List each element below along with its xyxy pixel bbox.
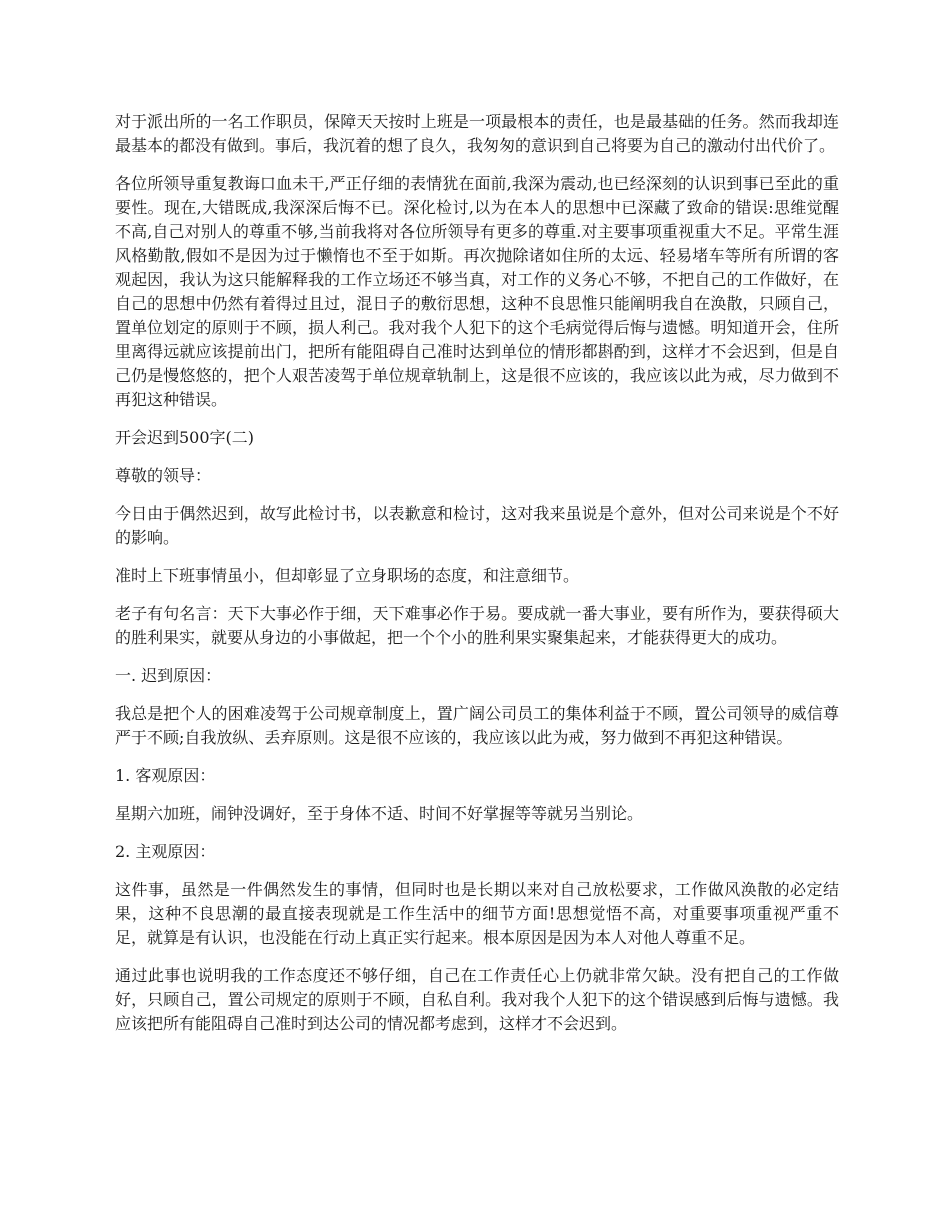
paragraph-reasons: 我总是把个人的困难凌驾于公司规章制度上，置广阔公司员工的集体利益于不顾，置公司领导的威信尊严于不顾;自我放纵、丢弃原则。这是很不应该的，我应该以此为戒，努力做到不再犯这种错误。 — [115, 704, 839, 747]
salutation: 尊敬的领导： — [115, 466, 212, 485]
heading-reasons: 一. 迟到原因： — [115, 666, 222, 685]
paragraph-intro: 对于派出所的一名工作职员，保障天天按时上班是一项最根本的责任，也是最基础的任务。然而我却连最基本的都没有做到。事后，我沉着的想了良久，我匆匆的意识到自己将要为自己的激动付出代价了。 — [115, 112, 839, 155]
paragraph-reflection: 各位所领导重复教诲口血未干,严正仔细的表情犹在面前,我深为震动,也已经深刻的认识到事已至此的重要性。现在,大错既成,我深深后悔不已。深化检讨,以为在本人的思想中已深藏了致命的错误:思维觉醒不高,自己对别人的尊重不够,当前我将对各位所领导有更多的尊重.对主要事项重视重大不足。平常生涯风格勤散,假如不是因为过于懒惰也不至于如斯。再次抛除诸如住所的太远、轻易堵车等所有所谓的客观起因，我认为这只能解释我的工作立场还不够当真，对工作的义务心不够，不把自己的工作做好，在自己的思想中仍然有着得过且过，混日子的敷衍思想，这种不良思惟只能阐明我自在涣散，只顾自己，置单位划定的原则于不顾，损人利己。我对我个人犯下的这个毛病觉得后悔与遗憾。明知道开会，住所里离得远就应该提前出门，把所有能阻碍自己准时达到单位的情形都斟酌到，这样才不会迟到，但是自己仍是慢悠悠的，把个人艰苦凌驾于单位规章轨制上，这是很不应该的，我应该以此为戒，尽力做到不再犯这种错误。 — [115, 174, 839, 409]
paragraph-subjective-reasons: 这件事，虽然是一件偶然发生的事情，但同时也是长期以来对自己放松要求，工作做风涣散的必定结果，这种不良思潮的最直接表现就是工作生活中的细节方面!思想觉悟不高，对重要事项重视严重不足，就算是有认识，也没能在行动上真正实行起来。根本原因是因为本人对他人尊重不足。 — [115, 880, 839, 947]
paragraph-quote: 老子有句名言：天下大事必作于细，天下难事必作于易。要成就一番大事业，要有所作为，要获得硕大的胜利果实，就要从身边的小事做起，把一个个小的胜利果实聚集起来，才能获得更大的成功。 — [115, 604, 839, 647]
heading-objective-reasons: 1. 客观原因： — [115, 766, 216, 785]
document-body — [115, 110, 839, 1050]
paragraph-objective-reasons: 星期六加班，闹钟没调好，至于身体不适、时间不好掌握等等就另当别论。 — [115, 804, 644, 823]
paragraph-apology: 今日由于偶然迟到，故写此检讨书，以表歉意和检讨，这对我来虽说是个意外，但对公司来说是个不好的影响。 — [115, 504, 839, 547]
paragraph-conclusion: 通过此事也说明我的工作态度还不够仔细，自己在工作责任心上仍就非常欠缺。没有把自己的工作做好，只顾自己，置公司规定的原则于不顾，自私自利。我对我个人犯下的这个错误感到后悔与遗憾。我应该把所有能阻碍自己准时到达公司的情况都考虑到，这样才不会迟到。 — [115, 966, 839, 1033]
paragraph-punctuality: 准时上下班事情虽小，但却彰显了立身职场的态度，和注意细节。 — [115, 566, 580, 585]
section-title: 开会迟到500字(二) — [115, 428, 255, 447]
heading-subjective-reasons: 2. 主观原因： — [115, 842, 216, 861]
